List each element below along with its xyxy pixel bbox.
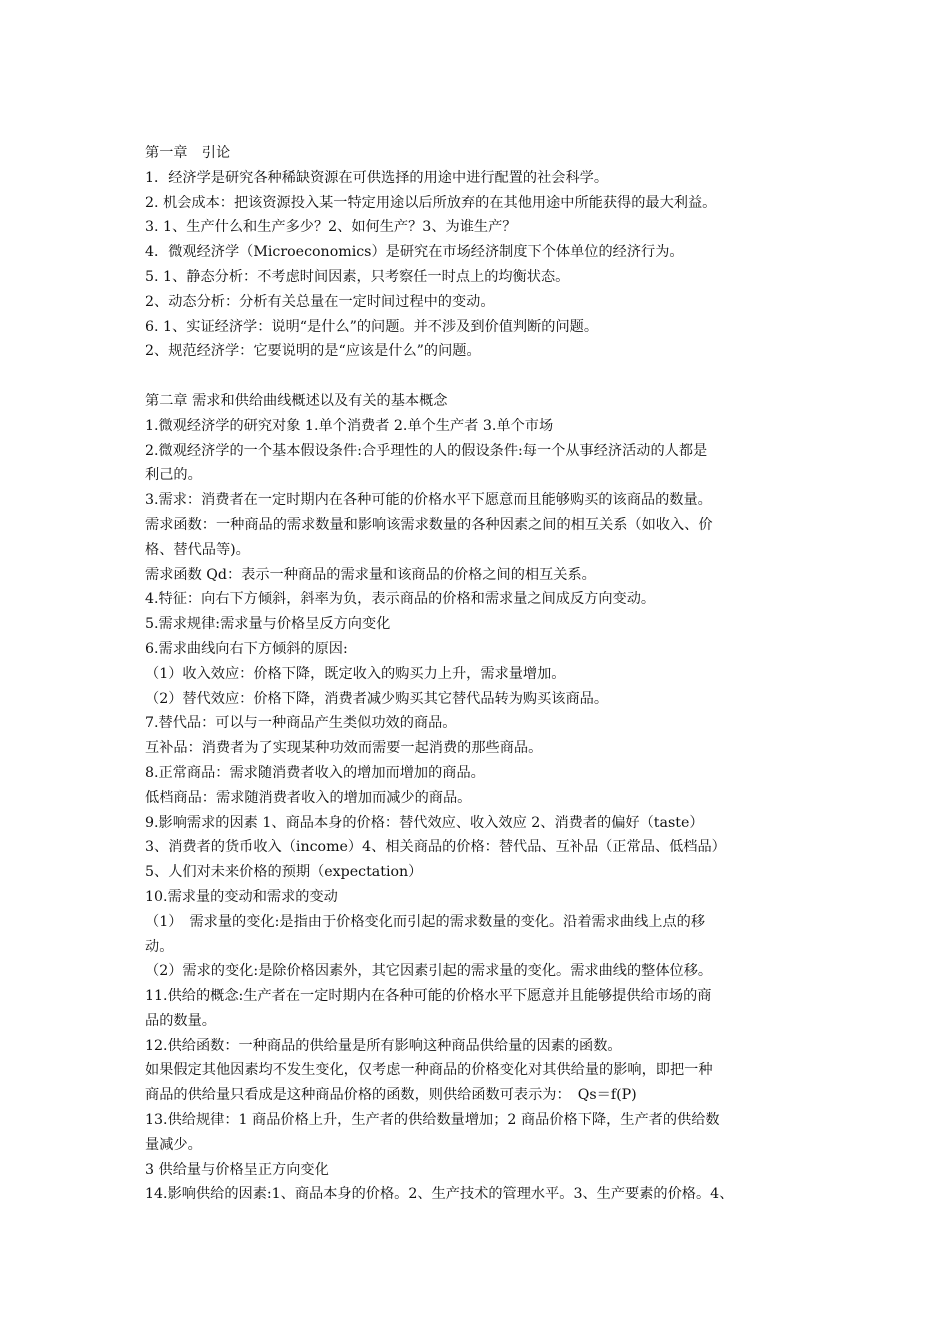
ch1-line-3: 3. 1、生产什么和生产多少？2、如何生产？3、为谁生产？: [145, 219, 517, 236]
ch2-line-22: 动。: [145, 938, 174, 955]
ch2-line-7: 需求函数 Qd：表示一种商品的需求量和该商品的价格之间的相互关系。: [145, 566, 596, 583]
ch2-line-30: 量减少。: [145, 1136, 202, 1153]
ch2-line-28: 商品的供给量只看成是这种商品价格的函数，则供给函数可表示为： Qs＝f(P): [145, 1087, 637, 1104]
ch2-line-27: 如果假定其他因素均不发生变化，仅考虑一种商品的价格变化对其供给量的影响，即把一种: [145, 1062, 713, 1079]
ch2-line-17: 9.影响需求的因素 1、商品本身的价格：替代效应、收入效应 2、消费者的偏好（taste）: [145, 814, 704, 831]
ch2-line-2: 2.微观经济学的一个基本假设条件:合乎理性的人的假设条件:每一个从事经济活动的人都是: [145, 442, 708, 459]
ch1-line-1: 1．经济学是研究各种稀缺资源在可供选择的用途中进行配置的社会科学。: [145, 169, 609, 186]
ch2-line-16: 低档商品：需求随消费者收入的增加而减少的商品。: [145, 789, 472, 806]
ch2-line-20: 10.需求量的变动和需求的变动: [145, 888, 338, 905]
ch2-line-19: 5、人们对未来价格的预期（expectation）: [145, 864, 423, 881]
ch2-line-21: （1） 需求量的变化:是指由于价格变化而引起的需求数量的变化。沿着需求曲线上点的移: [145, 913, 706, 930]
ch2-line-10: 6.需求曲线向右下方倾斜的原因:: [145, 640, 348, 657]
ch1-line-6: 2、动态分析：分析有关总量在一定时间过程中的变动。: [145, 293, 495, 310]
ch2-line-24: 11.供给的概念:生产者在一定时期内在各种可能的价格水平下愿意并且能够提供给市场的商: [145, 988, 712, 1005]
ch1-line-8: 2、规范经济学：它要说明的是“应该是什么”的问题。: [145, 343, 481, 360]
ch2-line-5: 需求函数：一种商品的需求数量和影响该需求数量的各种因素之间的相互关系（如收入、价: [145, 516, 713, 533]
ch2-line-15: 8.正常商品：需求随消费者收入的增加而增加的商品。: [145, 764, 485, 781]
ch1-line-5: 5. 1、静态分析：不考虑时间因素，只考察任一时点上的均衡状态。: [145, 268, 570, 285]
chapter2-heading: 第二章 需求和供给曲线概述以及有关的基本概念: [145, 392, 448, 409]
ch2-line-13: 7.替代品：可以与一种商品产生类似功效的商品。: [145, 715, 457, 732]
section-gap: [145, 364, 809, 389]
ch1-line-7: 6. 1、实证经济学：说明“是什么”的问题。并不涉及到价值判断的问题。: [145, 318, 599, 335]
ch1-line-4: 4．微观经济学（Microeconomics）是研究在市场经济制度下个体单位的经济行为。: [145, 244, 684, 261]
ch1-line-2: 2. 机会成本：把该资源投入某一特定用途以后所放弃的在其他用途中所能获得的最大利益。: [145, 194, 717, 211]
ch2-line-32: 14.影响供给的因素:1、商品本身的价格。2、生产技术的管理水平。3、生产要素的价格。4、: [145, 1186, 734, 1203]
ch2-line-23: （2）需求的变化:是除价格因素外，其它因素引起的需求量的变化。需求曲线的整体位移。: [145, 963, 713, 980]
ch2-line-1: 1.微观经济学的研究对象 1.单个消费者 2.单个生产者 3.单个市场: [145, 417, 554, 434]
ch2-line-8: 4.特征：向右下方倾斜，斜率为负，表示商品的价格和需求量之间成反方向变动。: [145, 591, 656, 608]
ch2-line-3: 利己的。: [145, 467, 202, 484]
ch2-line-12: （2）替代效应：价格下降，消费者减少购买其它替代品转为购买该商品。: [145, 690, 609, 707]
ch2-line-6: 格、替代品等)。: [145, 541, 250, 558]
document-page: [145, 141, 809, 1207]
ch2-line-25: 品的数量。: [145, 1012, 216, 1029]
ch2-line-31: 3 供给量与价格呈正方向变化: [145, 1161, 329, 1178]
ch2-line-26: 12.供给函数：一种商品的供给量是所有影响这种商品供给量的因素的函数。: [145, 1037, 622, 1054]
ch2-line-14: 互补品：消费者为了实现某种功效而需要一起消费的那些商品。: [145, 740, 543, 757]
ch2-line-11: （1）收入效应：价格下降，既定收入的购买力上升，需求量增加。: [145, 665, 566, 682]
ch2-line-9: 5.需求规律:需求量与价格呈反方向变化: [145, 616, 391, 633]
ch2-line-4: 3.需求：消费者在一定时期内在各种可能的价格水平下愿意而且能够购买的该商品的数量。: [145, 492, 712, 509]
ch2-line-18: 3、消费者的货币收入（income）4、相关商品的价格：替代品、互补品（正常品、低档品）: [145, 839, 726, 856]
ch2-line-29: 13.供给规律：1 商品价格上升，生产者的供给数量增加；2 商品价格下降，生产者的供给数: [145, 1112, 720, 1129]
chapter1-heading: 第一章 引论: [145, 145, 231, 161]
